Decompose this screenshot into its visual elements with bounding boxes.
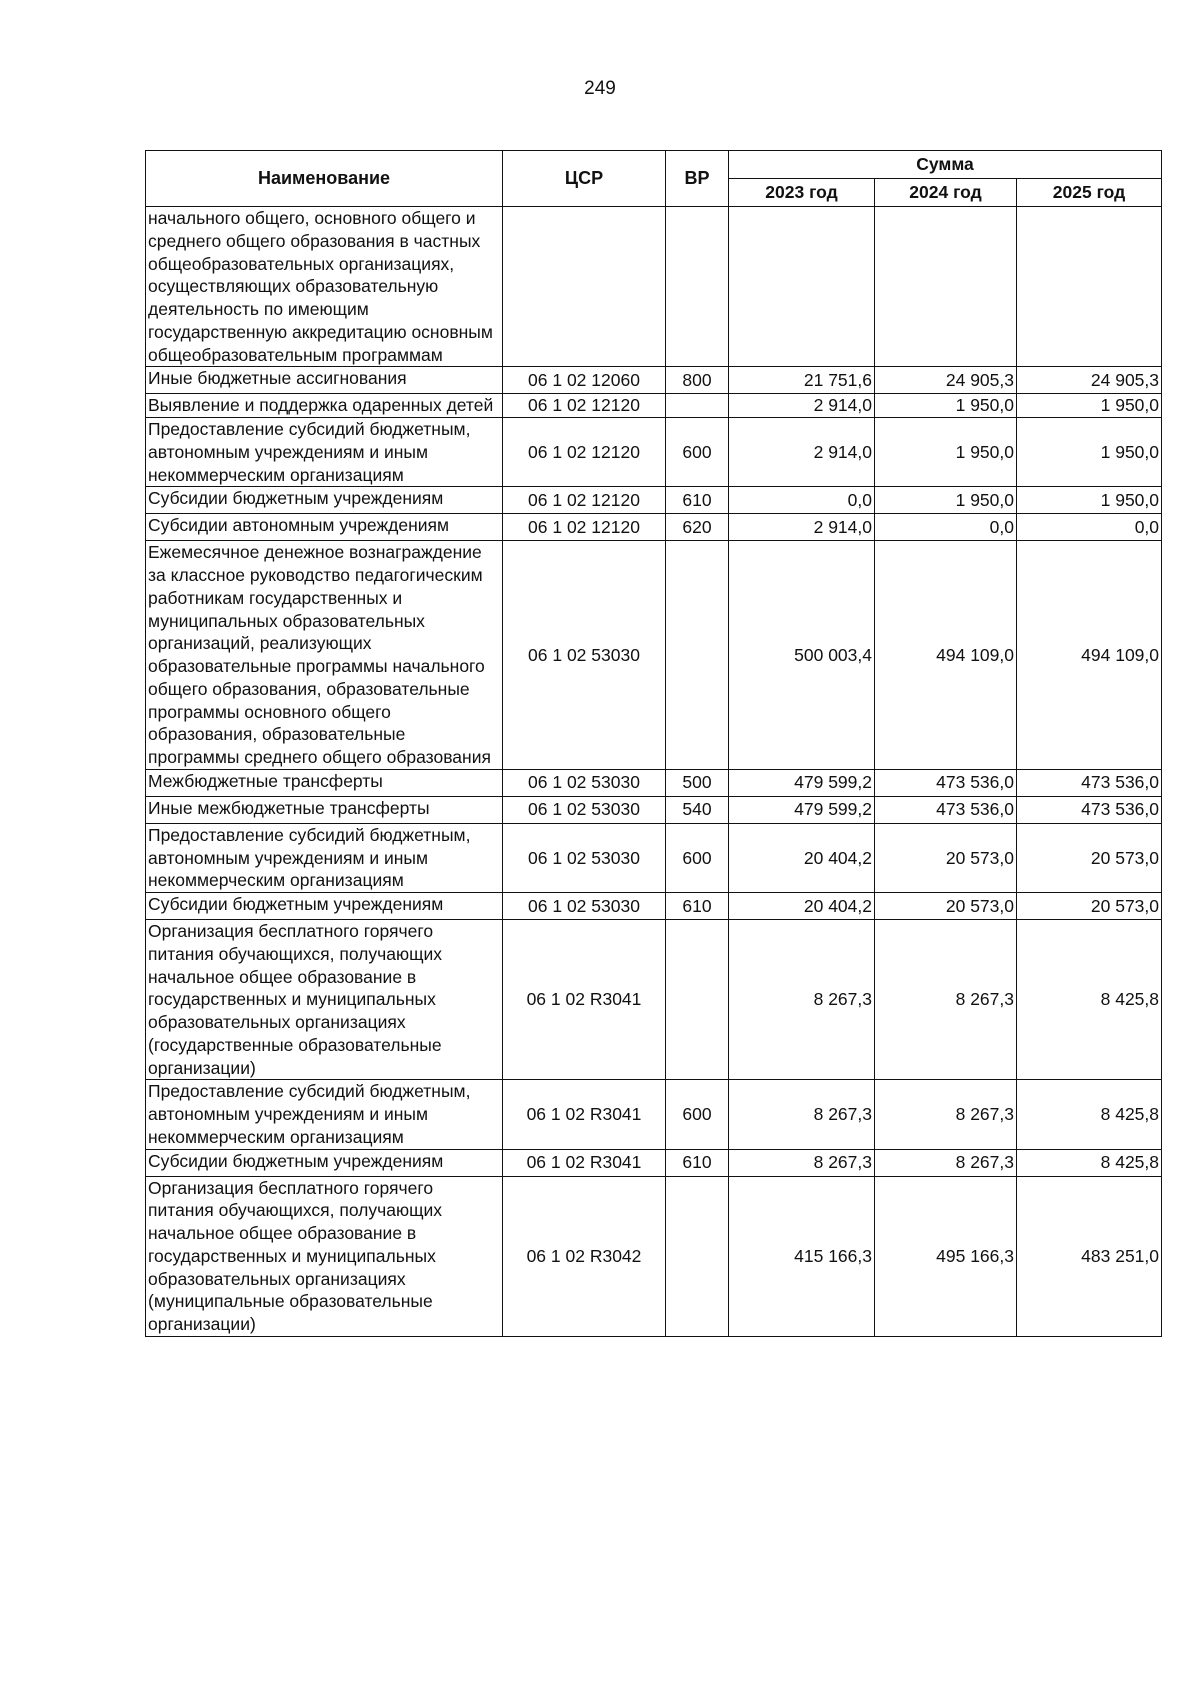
row-name: Субсидии бюджетным учреждениям (146, 1149, 503, 1176)
row-sum-2024: 473 536,0 (875, 796, 1017, 823)
row-sum-2024: 1 950,0 (875, 487, 1017, 514)
table-row (146, 394, 1162, 418)
row-csr: 06 1 02 12120 (503, 487, 666, 514)
row-sum-2024: 20 573,0 (875, 823, 1017, 892)
table-row (146, 769, 1162, 796)
row-sum-2024: 494 109,0 (875, 541, 1017, 770)
row-name: Субсидии бюджетным учреждениям (146, 893, 503, 920)
row-sum-2023: 2 914,0 (729, 514, 875, 541)
row-name: Выявление и поддержка одаренных детей (146, 394, 503, 418)
row-csr: 06 1 02 53030 (503, 823, 666, 892)
table-row (146, 367, 1162, 394)
row-csr: 06 1 02 12060 (503, 367, 666, 394)
row-sum-2024 (875, 207, 1017, 367)
row-sum-2025: 1 950,0 (1017, 418, 1162, 487)
row-sum-2023: 479 599,2 (729, 769, 875, 796)
row-sum-2025: 1 950,0 (1017, 394, 1162, 418)
budget-table (145, 150, 1162, 1337)
table-row (146, 487, 1162, 514)
row-sum-2023: 0,0 (729, 487, 875, 514)
row-vr: 800 (666, 367, 729, 394)
row-vr: 540 (666, 796, 729, 823)
row-sum-2023: 2 914,0 (729, 418, 875, 487)
row-sum-2025: 494 109,0 (1017, 541, 1162, 770)
row-vr: 610 (666, 487, 729, 514)
row-sum-2024: 0,0 (875, 514, 1017, 541)
row-csr: 06 1 02 R3042 (503, 1176, 666, 1336)
row-vr (666, 394, 729, 418)
row-sum-2024: 1 950,0 (875, 418, 1017, 487)
table-row (146, 541, 1162, 770)
row-sum-2025: 20 573,0 (1017, 823, 1162, 892)
table-row (146, 207, 1162, 367)
row-sum-2024: 1 950,0 (875, 394, 1017, 418)
row-name: Организация бесплатного горячего питания обучающихся, получающих начальное общее образование в государственных и муниципальных образовательных организациях (муниципальные образовательные организации) (146, 1176, 503, 1336)
header-vr: ВР (666, 151, 729, 207)
row-name: Предоставление субсидий бюджетным, автономным учреждениям и иным некоммерческим организациям (146, 418, 503, 487)
row-csr: 06 1 02 12120 (503, 394, 666, 418)
row-sum-2024: 473 536,0 (875, 769, 1017, 796)
row-csr: 06 1 02 53030 (503, 541, 666, 770)
row-name: Субсидии бюджетным учреждениям (146, 487, 503, 514)
header-csr: ЦСР (503, 151, 666, 207)
row-name: Межбюджетные трансферты (146, 769, 503, 796)
row-name: Предоставление субсидий бюджетным, автономным учреждениям и иным некоммерческим организациям (146, 823, 503, 892)
row-vr (666, 1176, 729, 1336)
row-sum-2025: 8 425,8 (1017, 1149, 1162, 1176)
row-sum-2025: 483 251,0 (1017, 1176, 1162, 1336)
table-row (146, 1176, 1162, 1336)
row-sum-2025: 8 425,8 (1017, 920, 1162, 1080)
row-sum-2024: 8 267,3 (875, 1080, 1017, 1149)
row-csr: 06 1 02 R3041 (503, 1149, 666, 1176)
row-sum-2025: 20 573,0 (1017, 893, 1162, 920)
table-row (146, 893, 1162, 920)
row-sum-2025: 8 425,8 (1017, 1080, 1162, 1149)
row-sum-2023: 479 599,2 (729, 796, 875, 823)
row-csr (503, 207, 666, 367)
row-csr: 06 1 02 12120 (503, 514, 666, 541)
table-row (146, 418, 1162, 487)
row-csr: 06 1 02 53030 (503, 769, 666, 796)
row-vr: 610 (666, 1149, 729, 1176)
row-name: Иные межбюджетные трансферты (146, 796, 503, 823)
row-sum-2024: 8 267,3 (875, 1149, 1017, 1176)
row-sum-2025: 1 950,0 (1017, 487, 1162, 514)
row-name: Иные бюджетные ассигнования (146, 367, 503, 394)
row-csr: 06 1 02 R3041 (503, 1080, 666, 1149)
header-year-2025: 2025 год (1017, 179, 1162, 207)
row-name: Ежемесячное денежное вознаграждение за классное руководство педагогическим работникам государственных и муниципальных образовательных организаций, реализующих образовательные программы начального общего образования, образовательные программы основного общего образования, образовательные программы среднего общего образования (146, 541, 503, 770)
row-sum-2023: 20 404,2 (729, 823, 875, 892)
row-csr: 06 1 02 12120 (503, 418, 666, 487)
row-vr (666, 207, 729, 367)
row-sum-2023: 415 166,3 (729, 1176, 875, 1336)
row-vr (666, 920, 729, 1080)
row-vr: 600 (666, 1080, 729, 1149)
header-name: Наименование (146, 151, 503, 207)
row-sum-2025: 473 536,0 (1017, 769, 1162, 796)
table-row (146, 514, 1162, 541)
row-sum-2023: 8 267,3 (729, 1149, 875, 1176)
header-year-2023: 2023 год (729, 179, 875, 207)
row-sum-2024: 8 267,3 (875, 920, 1017, 1080)
row-name: Предоставление субсидий бюджетным, автономным учреждениям и иным некоммерческим организациям (146, 1080, 503, 1149)
row-sum-2023: 8 267,3 (729, 920, 875, 1080)
row-sum-2023 (729, 207, 875, 367)
row-vr: 600 (666, 418, 729, 487)
row-vr: 600 (666, 823, 729, 892)
row-vr: 500 (666, 769, 729, 796)
table-row (146, 796, 1162, 823)
table-row (146, 1149, 1162, 1176)
row-csr: 06 1 02 R3041 (503, 920, 666, 1080)
row-sum-2023: 2 914,0 (729, 394, 875, 418)
header-sum: Сумма (729, 151, 1162, 179)
row-csr: 06 1 02 53030 (503, 796, 666, 823)
table-row (146, 1080, 1162, 1149)
row-vr: 610 (666, 893, 729, 920)
row-sum-2025: 24 905,3 (1017, 367, 1162, 394)
row-sum-2025: 0,0 (1017, 514, 1162, 541)
header-year-2024: 2024 год (875, 179, 1017, 207)
row-sum-2023: 8 267,3 (729, 1080, 875, 1149)
row-name: Организация бесплатного горячего питания обучающихся, получающих начальное общее образование в государственных и муниципальных образовательных организациях (государственные образовательные организации) (146, 920, 503, 1080)
row-name: начального общего, основного общего и среднего общего образования в частных общеобразовательных организациях, осуществляющих образовательную деятельность по имеющим государственную аккредитацию основным общеобразовательным программам (146, 207, 503, 367)
row-name: Субсидии автономным учреждениям (146, 514, 503, 541)
row-csr: 06 1 02 53030 (503, 893, 666, 920)
row-sum-2024: 20 573,0 (875, 893, 1017, 920)
row-sum-2025 (1017, 207, 1162, 367)
row-sum-2023: 21 751,6 (729, 367, 875, 394)
row-vr (666, 541, 729, 770)
row-vr: 620 (666, 514, 729, 541)
page-number: 249 (584, 78, 616, 99)
table-row (146, 920, 1162, 1080)
row-sum-2024: 24 905,3 (875, 367, 1017, 394)
row-sum-2025: 473 536,0 (1017, 796, 1162, 823)
row-sum-2023: 20 404,2 (729, 893, 875, 920)
row-sum-2023: 500 003,4 (729, 541, 875, 770)
table-row (146, 823, 1162, 892)
row-sum-2024: 495 166,3 (875, 1176, 1017, 1336)
